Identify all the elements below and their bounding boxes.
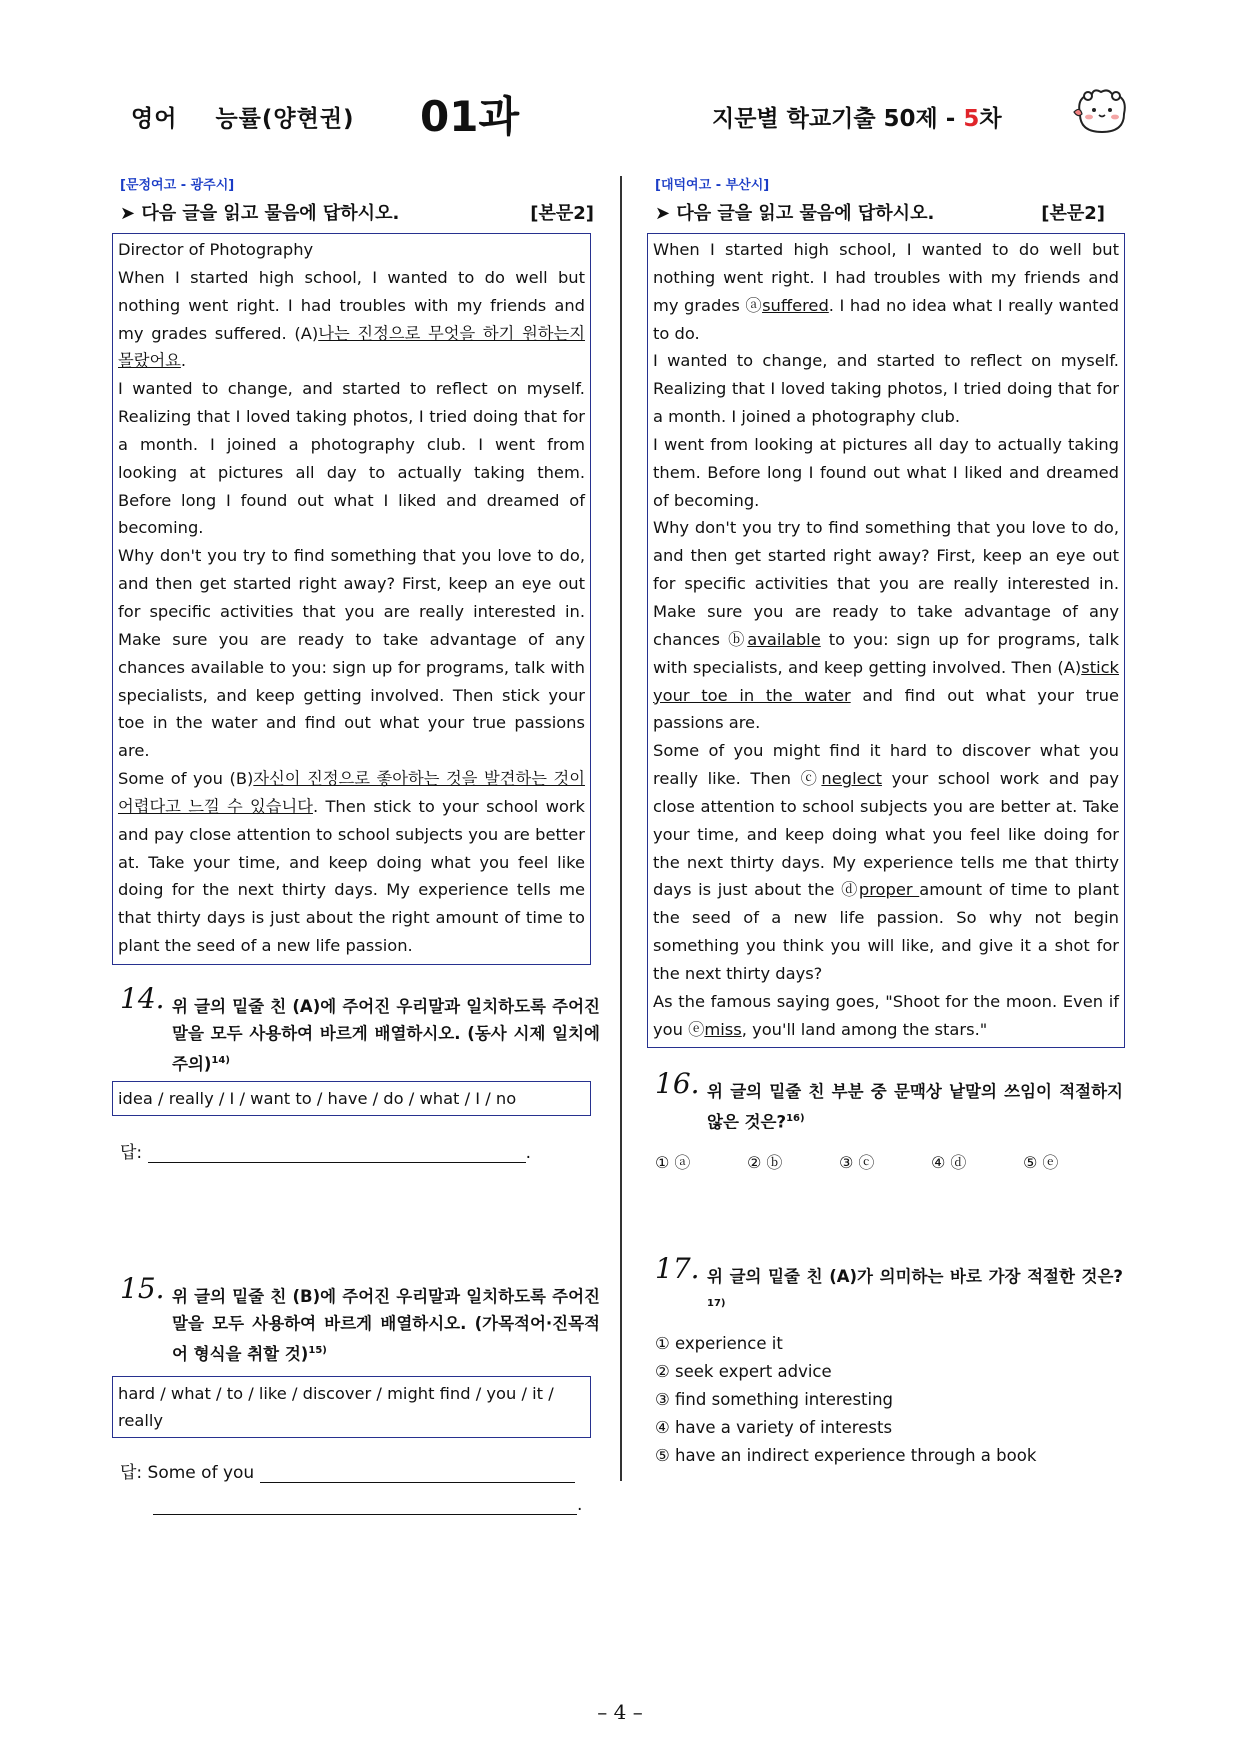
- underlined-d: proper: [858, 880, 920, 900]
- answer-label: 답: Some of you: [120, 1462, 255, 1483]
- left-passage: [112, 233, 591, 965]
- header-subject: 영어: [131, 106, 178, 132]
- right-paragraph-3: I went from looking at pictures all day to actually taking them. Before long I found out what I liked and dreamed of becoming.: [653, 434, 1119, 510]
- question-14: [120, 981, 600, 1078]
- column-divider: [620, 176, 622, 1481]
- right-instruction: ➤ 다음 글을 읽고 물음에 답하시오.: [655, 203, 935, 224]
- question-text: 위 글의 밑줄 친 (A)가 의미하는 바로 가장 적절한 것은?: [707, 1266, 1123, 1286]
- right-paragraph-4: [653, 514, 1119, 737]
- right-paragraph-2: I wanted to change, and started to reflect on myself. Realizing that I loved taking photos, I tried doing that for a month. I joined a photography club.: [653, 351, 1119, 427]
- left-instruction-row: [120, 199, 600, 225]
- q14-answer: 답: .: [120, 1143, 531, 1164]
- text: Why don't you try to find something that you love to do, and then get started right away? First, keep an eye out for specific activities that you are really interested in. Make sure you are ready to take advantage of any chances ⓑ: [653, 518, 1119, 649]
- page-number: – 4 –: [597, 1700, 643, 1724]
- header-subject-textbook: [131, 100, 355, 133]
- right-passage: [647, 233, 1125, 1048]
- q16-choices: [655, 1150, 1123, 1173]
- text: your school work and pay close attention to school subjects you are better at. Take your time, and keep doing what you feel like doing for the next thirty days. My experience tells me that thirty days is just about the ⓓ: [653, 769, 1119, 900]
- choice-5[interactable]: ⑤ ⓔ: [1023, 1152, 1059, 1172]
- underlined-e: miss: [704, 1019, 742, 1039]
- choice-4[interactable]: ④ have a variety of interests: [655, 1418, 893, 1438]
- header-textbook: 능률(양현권): [215, 106, 355, 132]
- underlined-A: stick your toe in the water: [653, 657, 1119, 705]
- choice-5[interactable]: ⑤ have an indirect experience through a book: [655, 1446, 1037, 1466]
- footnote-ref: 16): [786, 1113, 805, 1125]
- underlined-a: suffered: [762, 295, 829, 315]
- question-text: 위 글의 밑줄 친 (A)에 주어진 우리말과 일치하도록 주어진 말을 모두 사용하여 바르게 배열하시오. (동사 시제 일치에 주의): [172, 996, 600, 1074]
- left-paragraph-1: [118, 264, 585, 375]
- footnote-ref: 17): [707, 1297, 726, 1309]
- answer-line[interactable]: [260, 1482, 575, 1483]
- text: , you'll land among the stars.": [741, 1019, 988, 1039]
- question-17: [655, 1251, 1123, 1321]
- right-paragraph-5: [653, 737, 1119, 988]
- answer-line[interactable]: [153, 1514, 577, 1515]
- choice-1[interactable]: ① experience it: [655, 1334, 783, 1354]
- text: . I had no idea what I really wanted to do.: [653, 295, 1119, 343]
- text: to you: sign up for programs, talk with specialists, and keep getting involved. Then (A): [653, 629, 1119, 677]
- header-lesson: 01과: [420, 92, 520, 141]
- choice-3[interactable]: ③ find something interesting: [655, 1390, 894, 1410]
- left-paragraph-3: Why don't you try to find something that you love to do, and then get started right away? First, keep an eye out for specific activities that you are really interested in. Make sure you are ready to take advantage of any chances available to you: sign up for programs, talk with specialists, and keep getting involved. Then stick your toe in the water and find out what your true passions are.: [118, 546, 585, 761]
- underlined-B: 자신이 진정으로 좋아하는 것을 발견하는 것이 어렵다고 느낄 수 있습니다: [118, 769, 585, 816]
- passage-title: Director of Photography: [118, 240, 314, 259]
- text: .: [180, 351, 187, 371]
- choice-1[interactable]: ① ⓐ: [655, 1152, 691, 1172]
- question-text: 위 글의 밑줄 친 (B)에 주어진 우리말과 일치하도록 주어진 말을 모두 사용하여 바르게 배열하시오. (가목적어·진목적어 형식을 취할 것): [172, 1287, 600, 1364]
- question-number: 14.: [120, 981, 165, 1015]
- choice-3[interactable]: ③ ⓒ: [839, 1152, 875, 1172]
- right-tag: [본문2]: [1041, 203, 1105, 224]
- text: Some of you might find it hard to discover what you really like. Then ⓒ: [653, 741, 1119, 789]
- underlined-c: neglect: [821, 769, 882, 789]
- left-column: [120, 174, 600, 1515]
- right-source: [대덕여고 - 부산시]: [655, 178, 770, 193]
- answer-label: 답:: [120, 1143, 143, 1164]
- text: As the famous saying goes, "Shoot for the moon. Even if you ⓔ: [653, 991, 1119, 1039]
- underlined-b: available: [747, 629, 821, 649]
- header-series: [712, 100, 1002, 133]
- choice-4[interactable]: ④ ⓓ: [931, 1152, 967, 1172]
- question-number: 17.: [655, 1251, 700, 1285]
- left-source: [문정여고 - 광주시]: [120, 178, 235, 193]
- text: Some of you (B): [118, 769, 254, 789]
- choice-2[interactable]: ② ⓑ: [747, 1152, 783, 1172]
- q15-answer: [120, 1458, 600, 1483]
- text: and find out what your true passions are.: [653, 685, 1120, 733]
- q15-answer-line-2: .: [153, 1495, 600, 1515]
- underlined-A: 나는 진정으로 무엇을 하기 원하는지 몰랐어요: [118, 323, 585, 371]
- choice-2[interactable]: ② seek expert advice: [655, 1362, 832, 1382]
- question-16: [655, 1067, 1123, 1136]
- text: amount of time to plant the seed of a new life passion. So why not begin something you think you will like, and give it a shot for the next thirty days?: [653, 880, 1120, 983]
- question-text: 위 글의 밑줄 친 부분 중 문맥상 낱말의 쓰임이 적절하지 않은 것은?: [707, 1082, 1123, 1132]
- q14-word-box: idea / really / I / want to / have / do / what / I / no: [112, 1081, 591, 1116]
- left-instruction: ➤ 다음 글을 읽고 물음에 답하시오.: [120, 203, 400, 224]
- question-15: [120, 1272, 600, 1368]
- q17-choices: [655, 1330, 1123, 1470]
- series-round-num: 5: [963, 106, 980, 132]
- answer-line[interactable]: [148, 1162, 526, 1163]
- text: . Then stick to your school work and pay close attention to school subjects you are better at. Take your time, and keep doing what you feel like doing for the next thirty days. My experience tells me that thirty days is just about the right amount of time to plant the seed of a new life passion.: [118, 796, 585, 956]
- bear-mascot-icon: [1072, 86, 1130, 136]
- footnote-ref: 14): [211, 1054, 230, 1066]
- left-paragraph-2: I wanted to change, and started to reflect on myself. Realizing that I loved taking photos, I tried doing that for a month. I joined a photography club. I went from looking at pictures all day to actually taking them. Before long I found out what I liked and dreamed of becoming.: [118, 379, 585, 538]
- left-paragraph-4: [118, 765, 585, 960]
- series-prefix: 지문별 학교기출 50제 -: [712, 106, 964, 132]
- series-round-suffix: 차: [979, 106, 1002, 132]
- text: When I started high school, I wanted to do well but nothing went right. I had troubles with my friends and my grades ⓐ: [653, 240, 1119, 315]
- footnote-ref: 15): [308, 1345, 327, 1357]
- question-number: 16.: [655, 1067, 700, 1101]
- text: When I started high school, I wanted to do well but nothing went right. I had troubles with my friends and my grades suffered. (A): [118, 267, 585, 343]
- right-column: [655, 174, 1123, 1470]
- right-paragraph-1: [653, 236, 1119, 347]
- q15-word-box: hard / what / to / like / discover / might find / you / it / really: [112, 1376, 591, 1438]
- left-tag: [본문2]: [530, 203, 594, 224]
- right-instruction-row: [655, 199, 1123, 225]
- question-number: 15.: [120, 1272, 165, 1306]
- right-paragraph-6: [653, 988, 1119, 1044]
